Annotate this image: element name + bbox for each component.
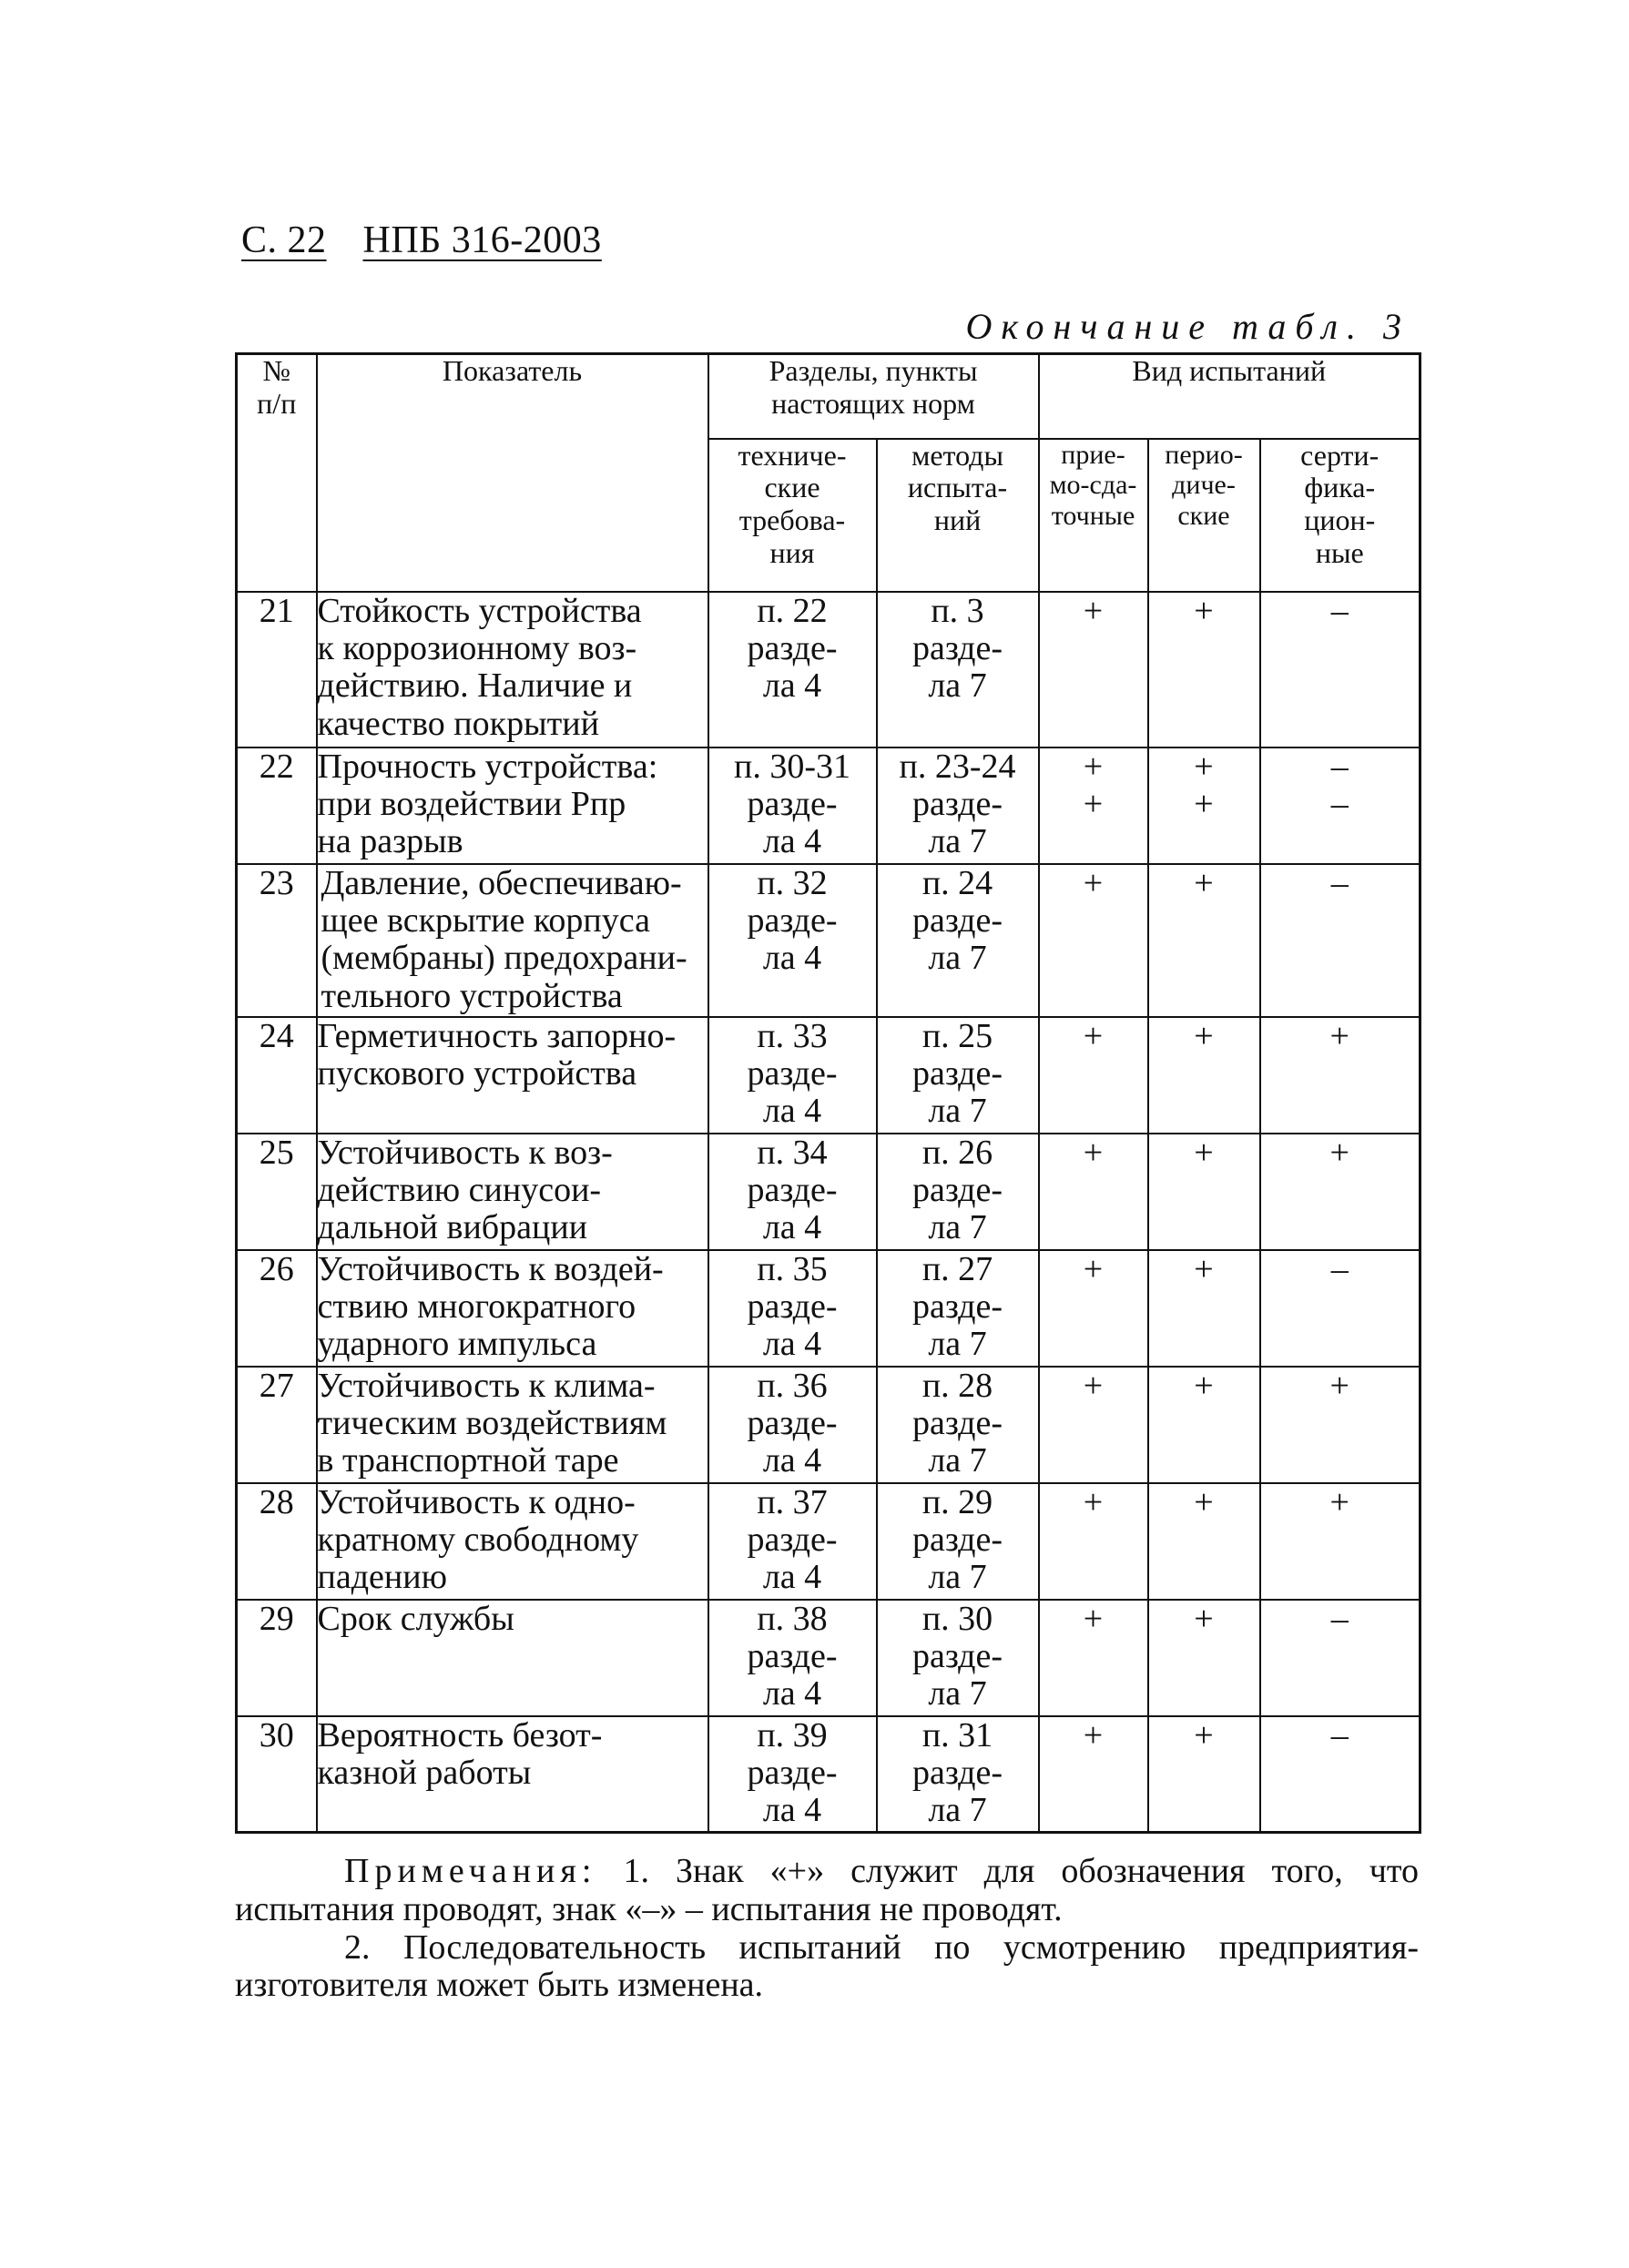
row-periodic: + [1148, 1134, 1260, 1250]
note-1 [235, 1853, 1419, 1929]
row-number: 27 [237, 1367, 317, 1483]
row-periodic: + [1148, 1483, 1260, 1600]
row-number: 25 [237, 1134, 317, 1250]
row-test-methods: п. 29 разде- ла 7 [877, 1483, 1039, 1600]
row-acceptance: + + [1039, 748, 1148, 864]
row-tech-requirements: п. 35 разде- ла 4 [708, 1250, 877, 1367]
row-indicator: Герметичность запорно- пускового устройства [317, 1017, 708, 1134]
row-test-methods: п. 30 разде- ла 7 [877, 1600, 1039, 1716]
row-periodic: + [1148, 1250, 1260, 1367]
header-sections: Разделы, пункты настоящих норм [708, 354, 1039, 439]
standard-code: НПБ 316-2003 [362, 219, 602, 261]
row-indicator: Устойчивость к воздей- ствию многократного ударного импульса [317, 1250, 708, 1367]
row-number: 30 [237, 1716, 317, 1833]
row-indicator: Вероятность безот- казной работы [317, 1716, 708, 1833]
row-periodic: + [1148, 1367, 1260, 1483]
row-periodic: + [1148, 864, 1260, 1017]
row-indicator: Прочность устройства: при воздействии Pпр на разрыв [317, 748, 708, 864]
row-certification: – [1260, 1250, 1420, 1367]
row-acceptance: + [1039, 1716, 1148, 1833]
header-indicator: Показатель [317, 354, 708, 592]
row-certification: + [1260, 1134, 1420, 1250]
header-tech-requirements: техниче- ские требова- ния [708, 439, 877, 592]
row-test-methods: п. 25 разде- ла 7 [877, 1017, 1039, 1134]
row-acceptance: + [1039, 1134, 1148, 1250]
row-number: 23 [237, 864, 317, 1017]
row-acceptance: + [1039, 1483, 1148, 1600]
table-row [237, 1134, 1420, 1250]
row-indicator: Стойкость устройства к коррозионному воз- действию. Наличие и качество покрытий [317, 592, 708, 748]
row-certification: + [1260, 1367, 1420, 1483]
table-row [237, 1483, 1420, 1600]
note-1-text: 1. Знак «+» служит для обозначения того, что испытания проводят, знак «–» – испытания не проводят. [235, 1852, 1419, 1928]
row-tech-requirements: п. 30-31 разде- ла 4 [708, 748, 877, 864]
row-test-methods: п. 31 разде- ла 7 [877, 1716, 1039, 1833]
notes [235, 1853, 1419, 2005]
row-acceptance: + [1039, 1367, 1148, 1483]
header-periodic: перио- диче- ские [1148, 439, 1260, 592]
row-acceptance: + [1039, 864, 1148, 1017]
row-test-methods: п. 26 разде- ла 7 [877, 1134, 1039, 1250]
row-periodic: + [1148, 1017, 1260, 1134]
table-row [237, 748, 1420, 864]
row-acceptance: + [1039, 1250, 1148, 1367]
table-continuation-label: Окончание табл. 3 [965, 306, 1410, 347]
row-periodic: + [1148, 1600, 1260, 1716]
header-test-methods: методы испыта- ний [877, 439, 1039, 592]
row-tech-requirements: п. 34 разде- ла 4 [708, 1134, 877, 1250]
row-tech-requirements: п. 22 разде- ла 4 [708, 592, 877, 748]
table-row [237, 1250, 1420, 1367]
row-number: 21 [237, 592, 317, 748]
header-acceptance: прие- мо-сда- точные [1039, 439, 1148, 592]
row-indicator: Срок службы [317, 1600, 708, 1716]
header-test-types: Вид испытаний [1039, 354, 1420, 439]
row-test-methods: п. 24 разде- ла 7 [877, 864, 1039, 1017]
row-certification: + [1260, 1483, 1420, 1600]
row-certification: – [1260, 592, 1420, 748]
page-number: С. 22 [241, 219, 327, 261]
row-number: 22 [237, 748, 317, 864]
row-certification: – [1260, 864, 1420, 1017]
row-certification: – [1260, 1716, 1420, 1833]
row-tech-requirements: п. 38 разде- ла 4 [708, 1600, 877, 1716]
header-num: № п/п [237, 354, 317, 592]
row-tech-requirements: п. 36 разде- ла 4 [708, 1367, 877, 1483]
notes-label: Примечания: [344, 1852, 597, 1890]
table-row [237, 864, 1420, 1017]
header-certification: серти- фика- цион- ные [1260, 439, 1420, 592]
row-periodic: + + [1148, 748, 1260, 864]
table-row [237, 1600, 1420, 1716]
row-tech-requirements: п. 39 разде- ла 4 [708, 1716, 877, 1833]
row-number: 28 [237, 1483, 317, 1600]
table-row [237, 1017, 1420, 1134]
row-acceptance: + [1039, 1600, 1148, 1716]
row-number: 26 [237, 1250, 317, 1367]
table-row [237, 592, 1420, 748]
test-table [235, 352, 1421, 1834]
row-number: 29 [237, 1600, 317, 1716]
row-tech-requirements: п. 37 разде- ла 4 [708, 1483, 877, 1600]
row-acceptance: + [1039, 592, 1148, 748]
row-certification: + [1260, 1017, 1420, 1134]
row-indicator: Устойчивость к воз- действию синусои- дальной вибрации [317, 1134, 708, 1250]
page-header [241, 219, 638, 262]
row-number: 24 [237, 1017, 317, 1134]
row-test-methods: п. 27 разде- ла 7 [877, 1250, 1039, 1367]
row-indicator: Устойчивость к клима- тическим воздействиям в транспортной таре [317, 1367, 708, 1483]
row-indicator: Давление, обеспечиваю- щее вскрытие корпуса (мембраны) предохрани- тельного устройства [317, 864, 708, 1017]
row-test-methods: п. 3 разде- ла 7 [877, 592, 1039, 748]
table-row [237, 1716, 1420, 1833]
row-tech-requirements: п. 32 разде- ла 4 [708, 864, 877, 1017]
row-test-methods: п. 28 разде- ла 7 [877, 1367, 1039, 1483]
row-indicator: Устойчивость к одно- кратному свободному падению [317, 1483, 708, 1600]
row-test-methods: п. 23-24 разде- ла 7 [877, 748, 1039, 864]
row-acceptance: + [1039, 1017, 1148, 1134]
row-periodic: + [1148, 592, 1260, 748]
row-certification: – [1260, 1600, 1420, 1716]
row-certification: – – [1260, 748, 1420, 864]
note-2: 2. Последовательность испытаний по усмотрению предприятия-изготовителя может быть изменена. [235, 1927, 1419, 2005]
row-periodic: + [1148, 1716, 1260, 1833]
table-row [237, 1367, 1420, 1483]
row-tech-requirements: п. 33 разде- ла 4 [708, 1017, 877, 1134]
